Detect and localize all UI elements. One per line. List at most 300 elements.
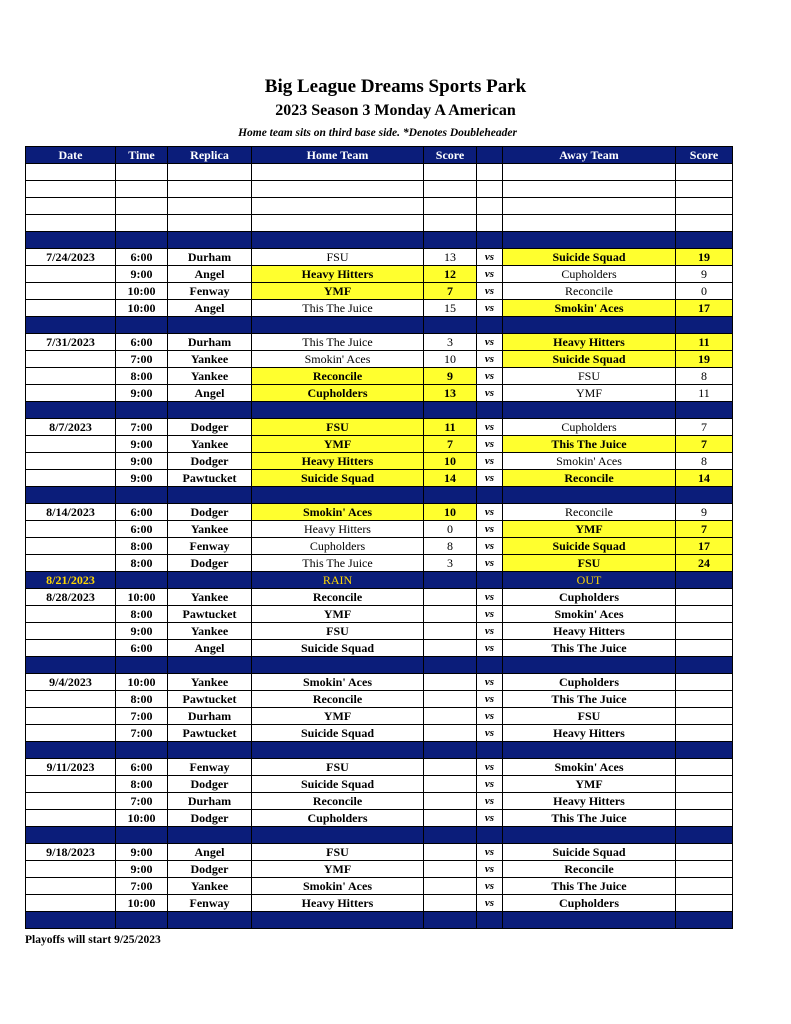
- vs-cell: vs: [477, 504, 503, 521]
- home-score-cell: [424, 589, 477, 606]
- away-team-cell: Smokin' Aces: [503, 300, 676, 317]
- home-score-cell: [424, 640, 477, 657]
- home-score-cell: 12: [424, 266, 477, 283]
- blank-cell: [477, 215, 503, 232]
- separator-cell: [116, 402, 168, 419]
- header-away-team: Away Team: [503, 147, 676, 164]
- date-cell: [26, 266, 116, 283]
- replica-cell: Durham: [168, 334, 252, 351]
- time-cell: 6:00: [116, 759, 168, 776]
- home-team-cell: Suicide Squad: [252, 640, 424, 657]
- header-date: Date: [26, 147, 116, 164]
- header-replica: Replica: [168, 147, 252, 164]
- vs-cell: vs: [477, 844, 503, 861]
- separator-cell: [477, 487, 503, 504]
- home-team-cell: YMF: [252, 708, 424, 725]
- separator-cell: [116, 487, 168, 504]
- separator-cell: [252, 742, 424, 759]
- vs-cell: vs: [477, 351, 503, 368]
- week-separator-row: [26, 402, 733, 419]
- game-row: [26, 453, 733, 470]
- home-score-cell: [424, 572, 477, 589]
- blank-cell: [252, 164, 424, 181]
- blank-cell: [477, 181, 503, 198]
- vs-cell: vs: [477, 334, 503, 351]
- date-cell: [26, 861, 116, 878]
- replica-cell: Durham: [168, 708, 252, 725]
- vs-cell: vs: [477, 793, 503, 810]
- header-home-team: Home Team: [252, 147, 424, 164]
- replica-cell: Yankee: [168, 368, 252, 385]
- game-row: [26, 249, 733, 266]
- home-score-cell: [424, 844, 477, 861]
- time-cell: 10:00: [116, 300, 168, 317]
- replica-cell: Yankee: [168, 351, 252, 368]
- time-cell: 7:00: [116, 878, 168, 895]
- away-score-cell: 8: [676, 453, 733, 470]
- home-team-cell: Suicide Squad: [252, 470, 424, 487]
- replica-cell: Fenway: [168, 283, 252, 300]
- away-score-cell: 9: [676, 504, 733, 521]
- away-score-cell: 7: [676, 436, 733, 453]
- game-row: [26, 623, 733, 640]
- separator-cell: [424, 827, 477, 844]
- home-team-cell: Reconcile: [252, 368, 424, 385]
- home-team-cell: YMF: [252, 861, 424, 878]
- away-score-cell: 19: [676, 249, 733, 266]
- replica-cell: Durham: [168, 793, 252, 810]
- away-team-cell: Heavy Hitters: [503, 334, 676, 351]
- time-cell: 8:00: [116, 368, 168, 385]
- replica-cell: Pawtucket: [168, 470, 252, 487]
- time-cell: 9:00: [116, 266, 168, 283]
- away-score-cell: [676, 759, 733, 776]
- page-subtitle: 2023 Season 3 Monday A American: [275, 102, 516, 119]
- separator-cell: [424, 402, 477, 419]
- time-cell: 7:00: [116, 708, 168, 725]
- away-score-cell: [676, 623, 733, 640]
- away-team-cell: Cupholders: [503, 895, 676, 912]
- game-row: [26, 640, 733, 657]
- blank-cell: [116, 198, 168, 215]
- blank-row: [26, 181, 733, 198]
- date-cell: 8/21/2023: [26, 572, 116, 589]
- time-cell: 6:00: [116, 249, 168, 266]
- schedule-body: [26, 164, 733, 929]
- blank-cell: [168, 181, 252, 198]
- away-team-cell: Heavy Hitters: [503, 793, 676, 810]
- blank-cell: [26, 215, 116, 232]
- vs-cell: vs: [477, 623, 503, 640]
- replica-cell: [168, 572, 252, 589]
- replica-cell: Pawtucket: [168, 691, 252, 708]
- replica-cell: Pawtucket: [168, 725, 252, 742]
- separator-cell: [168, 912, 252, 929]
- date-cell: 8/7/2023: [26, 419, 116, 436]
- home-score-cell: [424, 674, 477, 691]
- home-team-cell: This The Juice: [252, 555, 424, 572]
- game-row: [26, 266, 733, 283]
- away-score-cell: [676, 606, 733, 623]
- home-score-cell: 3: [424, 555, 477, 572]
- home-team-cell: YMF: [252, 283, 424, 300]
- separator-cell: [503, 317, 676, 334]
- game-row: [26, 334, 733, 351]
- replica-cell: Angel: [168, 300, 252, 317]
- home-score-cell: 3: [424, 334, 477, 351]
- game-row: [26, 691, 733, 708]
- date-cell: [26, 368, 116, 385]
- date-cell: [26, 385, 116, 402]
- separator-cell: [424, 742, 477, 759]
- blank-row: [26, 198, 733, 215]
- separator-cell: [26, 827, 116, 844]
- away-team-cell: Suicide Squad: [503, 538, 676, 555]
- home-team-cell: This The Juice: [252, 300, 424, 317]
- game-row: [26, 878, 733, 895]
- page-note: Home team sits on third base side. *Denotes Doubleheader: [238, 127, 517, 139]
- away-score-cell: 14: [676, 470, 733, 487]
- home-team-cell: Heavy Hitters: [252, 895, 424, 912]
- separator-cell: [503, 657, 676, 674]
- away-team-cell: This The Juice: [503, 810, 676, 827]
- date-cell: [26, 810, 116, 827]
- away-team-cell: FSU: [503, 708, 676, 725]
- home-score-cell: 7: [424, 436, 477, 453]
- separator-cell: [676, 232, 733, 249]
- away-score-cell: 8: [676, 368, 733, 385]
- separator-cell: [676, 827, 733, 844]
- vs-cell: vs: [477, 266, 503, 283]
- blank-cell: [116, 215, 168, 232]
- vs-cell: vs: [477, 419, 503, 436]
- separator-cell: [168, 317, 252, 334]
- blank-cell: [26, 164, 116, 181]
- home-score-cell: [424, 878, 477, 895]
- home-score-cell: [424, 759, 477, 776]
- replica-cell: Dodger: [168, 776, 252, 793]
- time-cell: 8:00: [116, 538, 168, 555]
- separator-cell: [26, 657, 116, 674]
- separator-cell: [424, 232, 477, 249]
- away-team-cell: Cupholders: [503, 419, 676, 436]
- separator-cell: [676, 742, 733, 759]
- time-cell: 6:00: [116, 504, 168, 521]
- date-cell: [26, 453, 116, 470]
- away-score-cell: 24: [676, 555, 733, 572]
- separator-cell: [477, 232, 503, 249]
- date-cell: [26, 708, 116, 725]
- header-vs: [477, 147, 503, 164]
- blank-cell: [477, 198, 503, 215]
- separator-cell: [477, 742, 503, 759]
- away-score-cell: 0: [676, 283, 733, 300]
- replica-cell: Fenway: [168, 759, 252, 776]
- home-score-cell: 9: [424, 368, 477, 385]
- away-team-cell: YMF: [503, 521, 676, 538]
- separator-cell: [477, 402, 503, 419]
- blank-cell: [252, 198, 424, 215]
- header-home-score: Score: [424, 147, 477, 164]
- away-team-cell: OUT: [503, 572, 676, 589]
- blank-cell: [252, 215, 424, 232]
- time-cell: 8:00: [116, 555, 168, 572]
- away-team-cell: FSU: [503, 555, 676, 572]
- away-score-cell: [676, 691, 733, 708]
- away-score-cell: 7: [676, 419, 733, 436]
- away-team-cell: Cupholders: [503, 589, 676, 606]
- game-row: [26, 470, 733, 487]
- separator-cell: [676, 657, 733, 674]
- blank-cell: [424, 181, 477, 198]
- home-team-cell: This The Juice: [252, 334, 424, 351]
- replica-cell: Dodger: [168, 419, 252, 436]
- blank-cell: [116, 164, 168, 181]
- date-cell: [26, 691, 116, 708]
- replica-cell: Fenway: [168, 895, 252, 912]
- vs-cell: vs: [477, 878, 503, 895]
- separator-cell: [503, 487, 676, 504]
- game-row: [26, 606, 733, 623]
- separator-cell: [116, 232, 168, 249]
- vs-cell: vs: [477, 385, 503, 402]
- separator-cell: [503, 402, 676, 419]
- home-team-cell: Reconcile: [252, 589, 424, 606]
- away-score-cell: [676, 793, 733, 810]
- away-score-cell: [676, 708, 733, 725]
- game-row: [26, 351, 733, 368]
- replica-cell: Yankee: [168, 674, 252, 691]
- blank-cell: [116, 181, 168, 198]
- blank-cell: [676, 198, 733, 215]
- game-row: [26, 504, 733, 521]
- away-team-cell: This The Juice: [503, 640, 676, 657]
- time-cell: 10:00: [116, 895, 168, 912]
- home-team-cell: Cupholders: [252, 385, 424, 402]
- home-team-cell: YMF: [252, 606, 424, 623]
- away-score-cell: [676, 572, 733, 589]
- home-score-cell: [424, 810, 477, 827]
- blank-cell: [168, 215, 252, 232]
- vs-cell: vs: [477, 640, 503, 657]
- home-score-cell: [424, 793, 477, 810]
- time-cell: 6:00: [116, 521, 168, 538]
- game-row: [26, 674, 733, 691]
- time-cell: 7:00: [116, 793, 168, 810]
- week-separator-row: [26, 487, 733, 504]
- week-separator-row: [26, 742, 733, 759]
- blank-cell: [252, 181, 424, 198]
- home-team-cell: Smokin' Aces: [252, 504, 424, 521]
- replica-cell: Fenway: [168, 538, 252, 555]
- date-cell: [26, 555, 116, 572]
- replica-cell: Dodger: [168, 504, 252, 521]
- home-score-cell: [424, 861, 477, 878]
- separator-cell: [168, 402, 252, 419]
- home-team-cell: FSU: [252, 759, 424, 776]
- game-row: [26, 725, 733, 742]
- away-team-cell: Cupholders: [503, 674, 676, 691]
- replica-cell: Dodger: [168, 810, 252, 827]
- vs-cell: vs: [477, 470, 503, 487]
- away-team-cell: Smokin' Aces: [503, 453, 676, 470]
- separator-cell: [168, 657, 252, 674]
- time-cell: 10:00: [116, 674, 168, 691]
- game-row: [26, 283, 733, 300]
- away-team-cell: Cupholders: [503, 266, 676, 283]
- time-cell: 9:00: [116, 385, 168, 402]
- blank-cell: [503, 164, 676, 181]
- home-score-cell: 10: [424, 351, 477, 368]
- separator-cell: [252, 402, 424, 419]
- time-cell: 7:00: [116, 351, 168, 368]
- home-team-cell: Smokin' Aces: [252, 878, 424, 895]
- away-team-cell: Reconcile: [503, 861, 676, 878]
- home-score-cell: 11: [424, 419, 477, 436]
- replica-cell: Angel: [168, 266, 252, 283]
- game-row: [26, 436, 733, 453]
- away-score-cell: [676, 640, 733, 657]
- time-cell: 7:00: [116, 419, 168, 436]
- separator-cell: [676, 912, 733, 929]
- rainout-row: [26, 572, 733, 589]
- home-score-cell: 14: [424, 470, 477, 487]
- vs-cell: vs: [477, 283, 503, 300]
- date-cell: 7/24/2023: [26, 249, 116, 266]
- vs-cell: vs: [477, 674, 503, 691]
- date-cell: 7/31/2023: [26, 334, 116, 351]
- separator-cell: [503, 912, 676, 929]
- separator-cell: [252, 827, 424, 844]
- separator-cell: [252, 657, 424, 674]
- separator-cell: [116, 827, 168, 844]
- week-separator-row: [26, 232, 733, 249]
- separator-cell: [477, 657, 503, 674]
- home-score-cell: 15: [424, 300, 477, 317]
- time-cell: 10:00: [116, 810, 168, 827]
- home-score-cell: 13: [424, 385, 477, 402]
- home-score-cell: [424, 606, 477, 623]
- away-team-cell: YMF: [503, 385, 676, 402]
- home-score-cell: 7: [424, 283, 477, 300]
- blank-cell: [477, 164, 503, 181]
- home-team-cell: YMF: [252, 436, 424, 453]
- vs-cell: vs: [477, 555, 503, 572]
- blank-cell: [424, 215, 477, 232]
- home-team-cell: RAIN: [252, 572, 424, 589]
- away-team-cell: This The Juice: [503, 878, 676, 895]
- home-score-cell: [424, 776, 477, 793]
- home-score-cell: 10: [424, 453, 477, 470]
- separator-cell: [252, 317, 424, 334]
- replica-cell: Pawtucket: [168, 606, 252, 623]
- time-cell: 6:00: [116, 640, 168, 657]
- away-score-cell: [676, 776, 733, 793]
- date-cell: [26, 283, 116, 300]
- time-cell: 8:00: [116, 776, 168, 793]
- game-row: [26, 538, 733, 555]
- date-cell: [26, 640, 116, 657]
- away-score-cell: 17: [676, 538, 733, 555]
- separator-cell: [116, 317, 168, 334]
- date-cell: [26, 878, 116, 895]
- date-cell: [26, 300, 116, 317]
- date-cell: [26, 436, 116, 453]
- away-team-cell: Suicide Squad: [503, 249, 676, 266]
- separator-cell: [676, 402, 733, 419]
- away-team-cell: Suicide Squad: [503, 844, 676, 861]
- separator-cell: [424, 657, 477, 674]
- date-cell: 8/14/2023: [26, 504, 116, 521]
- home-score-cell: 8: [424, 538, 477, 555]
- footer-note: Playoffs will start 9/25/2023: [25, 934, 161, 946]
- away-team-cell: FSU: [503, 368, 676, 385]
- blank-cell: [168, 164, 252, 181]
- home-team-cell: Reconcile: [252, 691, 424, 708]
- home-team-cell: Cupholders: [252, 538, 424, 555]
- time-cell: 9:00: [116, 436, 168, 453]
- away-team-cell: This The Juice: [503, 691, 676, 708]
- replica-cell: Angel: [168, 385, 252, 402]
- header-row: [26, 147, 733, 164]
- away-score-cell: [676, 861, 733, 878]
- home-team-cell: Reconcile: [252, 793, 424, 810]
- separator-cell: [116, 742, 168, 759]
- vs-cell: vs: [477, 810, 503, 827]
- time-cell: 9:00: [116, 470, 168, 487]
- game-row: [26, 555, 733, 572]
- separator-cell: [26, 232, 116, 249]
- date-cell: 9/18/2023: [26, 844, 116, 861]
- separator-cell: [676, 317, 733, 334]
- date-cell: 9/11/2023: [26, 759, 116, 776]
- game-row: [26, 861, 733, 878]
- away-team-cell: YMF: [503, 776, 676, 793]
- blank-cell: [424, 198, 477, 215]
- week-separator-row: [26, 657, 733, 674]
- away-team-cell: Smokin' Aces: [503, 759, 676, 776]
- replica-cell: Dodger: [168, 453, 252, 470]
- home-team-cell: Heavy Hitters: [252, 266, 424, 283]
- home-team-cell: Smokin' Aces: [252, 351, 424, 368]
- blank-cell: [26, 198, 116, 215]
- date-cell: [26, 725, 116, 742]
- game-row: [26, 776, 733, 793]
- separator-cell: [252, 232, 424, 249]
- home-team-cell: FSU: [252, 623, 424, 640]
- game-row: [26, 300, 733, 317]
- separator-cell: [477, 912, 503, 929]
- separator-cell: [26, 402, 116, 419]
- game-row: [26, 708, 733, 725]
- home-team-cell: Suicide Squad: [252, 725, 424, 742]
- blank-row: [26, 164, 733, 181]
- time-cell: 9:00: [116, 623, 168, 640]
- away-team-cell: Reconcile: [503, 470, 676, 487]
- time-cell: 9:00: [116, 861, 168, 878]
- replica-cell: Angel: [168, 640, 252, 657]
- away-team-cell: Suicide Squad: [503, 351, 676, 368]
- time-cell: 9:00: [116, 453, 168, 470]
- game-row: [26, 759, 733, 776]
- week-separator-row: [26, 912, 733, 929]
- vs-cell: vs: [477, 861, 503, 878]
- game-row: [26, 419, 733, 436]
- vs-cell: vs: [477, 453, 503, 470]
- date-cell: [26, 623, 116, 640]
- away-score-cell: 9: [676, 266, 733, 283]
- away-team-cell: Reconcile: [503, 504, 676, 521]
